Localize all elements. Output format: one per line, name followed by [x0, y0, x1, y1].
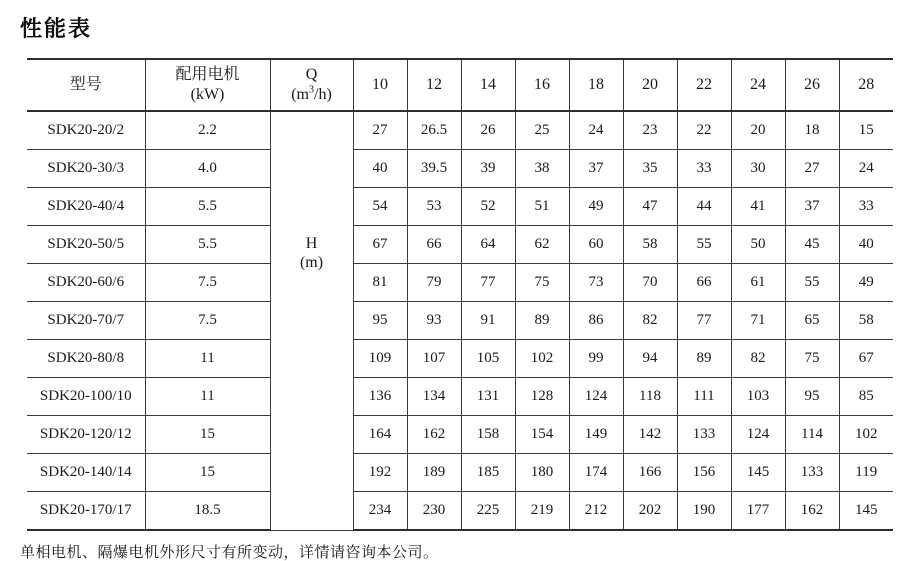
head-value-cell: 38 [515, 150, 569, 188]
page-title: 性能表 [20, 16, 93, 41]
head-value-cell: 24 [839, 150, 893, 188]
head-value-cell: 40 [353, 150, 407, 188]
motor-power-cell: 5.5 [145, 226, 270, 264]
head-value-cell: 37 [569, 150, 623, 188]
head-value-cell: 53 [407, 188, 461, 226]
flow-value-header: 26 [785, 59, 839, 111]
head-value-cell: 95 [785, 378, 839, 416]
head-value-cell: 82 [623, 302, 677, 340]
head-value-cell: 37 [785, 188, 839, 226]
table-row [27, 416, 893, 454]
head-value-cell: 60 [569, 226, 623, 264]
flow-value-header: 18 [569, 59, 623, 111]
head-value-cell: 136 [353, 378, 407, 416]
head-value-cell: 33 [677, 150, 731, 188]
table-row [27, 378, 893, 416]
head-value-cell: 51 [515, 188, 569, 226]
head-value-cell: 89 [677, 340, 731, 378]
head-value-cell: 58 [839, 302, 893, 340]
head-value-cell: 26 [461, 111, 515, 150]
head-value-cell: 55 [677, 226, 731, 264]
head-column-label-cell [270, 111, 353, 530]
head-value-cell: 124 [569, 378, 623, 416]
head-value-cell: 212 [569, 492, 623, 531]
head-value-cell: 174 [569, 454, 623, 492]
head-value-cell: 33 [839, 188, 893, 226]
head-value-cell: 219 [515, 492, 569, 531]
head-label: H (m) [299, 235, 324, 271]
head-value-cell: 66 [407, 226, 461, 264]
head-value-cell: 39 [461, 150, 515, 188]
head-value-cell: 23 [623, 111, 677, 150]
head-value-cell: 70 [623, 264, 677, 302]
flow-value-header: 10 [353, 59, 407, 111]
table-row [27, 264, 893, 302]
head-value-cell: 95 [353, 302, 407, 340]
head-value-cell: 234 [353, 492, 407, 531]
head-value-cell: 40 [839, 226, 893, 264]
head-value-cell: 93 [407, 302, 461, 340]
head-value-cell: 118 [623, 378, 677, 416]
model-cell: SDK20-70/7 [27, 302, 145, 340]
head-value-cell: 77 [677, 302, 731, 340]
head-value-cell: 149 [569, 416, 623, 454]
table-row [27, 188, 893, 226]
head-value-cell: 189 [407, 454, 461, 492]
head-value-cell: 67 [839, 340, 893, 378]
head-value-cell: 154 [515, 416, 569, 454]
flow-value-header: 14 [461, 59, 515, 111]
motor-power-cell: 11 [145, 340, 270, 378]
head-value-cell: 24 [569, 111, 623, 150]
motor-power-cell: 7.5 [145, 264, 270, 302]
head-value-cell: 133 [785, 454, 839, 492]
head-value-cell: 49 [569, 188, 623, 226]
flow-symbol: Q [305, 65, 318, 83]
performance-table [27, 58, 893, 531]
head-value-cell: 89 [515, 302, 569, 340]
head-value-cell: 91 [461, 302, 515, 340]
model-column-header: 型号 [27, 59, 145, 111]
model-cell: SDK20-40/4 [27, 188, 145, 226]
head-value-cell: 52 [461, 188, 515, 226]
head-value-cell: 79 [407, 264, 461, 302]
head-value-cell: 192 [353, 454, 407, 492]
header-row [27, 59, 893, 111]
head-value-cell: 86 [569, 302, 623, 340]
head-value-cell: 45 [785, 226, 839, 264]
head-value-cell: 27 [785, 150, 839, 188]
head-value-cell: 67 [353, 226, 407, 264]
model-cell: SDK20-30/3 [27, 150, 145, 188]
head-value-cell: 66 [677, 264, 731, 302]
head-value-cell: 71 [731, 302, 785, 340]
motor-power-cell: 7.5 [145, 302, 270, 340]
table-row [27, 454, 893, 492]
table-row [27, 226, 893, 264]
head-value-cell: 58 [623, 226, 677, 264]
head-value-cell: 111 [677, 378, 731, 416]
head-value-cell: 103 [731, 378, 785, 416]
head-value-cell: 124 [731, 416, 785, 454]
head-value-cell: 49 [839, 264, 893, 302]
model-cell: SDK20-100/10 [27, 378, 145, 416]
head-value-cell: 166 [623, 454, 677, 492]
head-value-cell: 114 [785, 416, 839, 454]
head-value-cell: 145 [839, 492, 893, 531]
head-value-cell: 180 [515, 454, 569, 492]
head-value-cell: 35 [623, 150, 677, 188]
head-value-cell: 145 [731, 454, 785, 492]
head-value-cell: 77 [461, 264, 515, 302]
flow-value-header: 16 [515, 59, 569, 111]
flow-column-header [270, 59, 353, 111]
head-value-cell: 202 [623, 492, 677, 531]
head-value-cell: 102 [839, 416, 893, 454]
head-value-cell: 82 [731, 340, 785, 378]
motor-power-cell: 15 [145, 454, 270, 492]
motor-power-cell: 18.5 [145, 492, 270, 531]
flow-unit: $(m^3/h)$ [291, 84, 332, 104]
head-value-cell: 119 [839, 454, 893, 492]
footer-note: 单相电机、隔爆电机外形尺寸有所变动，详情请咨询本公司。 [20, 545, 439, 561]
head-value-cell: 131 [461, 378, 515, 416]
head-value-cell: 26.5 [407, 111, 461, 150]
model-cell: SDK20-20/2 [27, 111, 145, 150]
head-value-cell: 164 [353, 416, 407, 454]
head-value-cell: 64 [461, 226, 515, 264]
model-cell: SDK20-80/8 [27, 340, 145, 378]
head-value-cell: 134 [407, 378, 461, 416]
head-value-cell: 185 [461, 454, 515, 492]
table-body [27, 111, 893, 530]
motor-power-cell: 5.5 [145, 188, 270, 226]
flow-value-header: 12 [407, 59, 461, 111]
flow-value-header: 20 [623, 59, 677, 111]
head-value-cell: 30 [731, 150, 785, 188]
flow-value-header: 28 [839, 59, 893, 111]
head-value-cell: 44 [677, 188, 731, 226]
head-value-cell: 15 [839, 111, 893, 150]
head-value-cell: 39.5 [407, 150, 461, 188]
head-value-cell: 41 [731, 188, 785, 226]
head-value-cell: 190 [677, 492, 731, 531]
motor-power-cell: 15 [145, 416, 270, 454]
head-value-cell: 109 [353, 340, 407, 378]
motor-header-line1: 配用电机 [175, 66, 240, 83]
head-value-cell: 133 [677, 416, 731, 454]
head-value-cell: 107 [407, 340, 461, 378]
head-value-cell: 54 [353, 188, 407, 226]
head-value-cell: 156 [677, 454, 731, 492]
model-cell: SDK20-170/17 [27, 492, 145, 531]
table-row [27, 150, 893, 188]
head-value-cell: 162 [407, 416, 461, 454]
head-value-cell: 85 [839, 378, 893, 416]
head-value-cell: 25 [515, 111, 569, 150]
table-row [27, 340, 893, 378]
head-value-cell: 81 [353, 264, 407, 302]
motor-power-cell: 4.0 [145, 150, 270, 188]
head-value-cell: 20 [731, 111, 785, 150]
head-value-cell: 62 [515, 226, 569, 264]
head-value-cell: 105 [461, 340, 515, 378]
head-value-cell: 18 [785, 111, 839, 150]
head-value-cell: 142 [623, 416, 677, 454]
head-value-cell: 47 [623, 188, 677, 226]
table-row [27, 302, 893, 340]
model-cell: SDK20-50/5 [27, 226, 145, 264]
table-row [27, 492, 893, 531]
motor-power-cell: 2.2 [145, 111, 270, 150]
head-value-cell: 225 [461, 492, 515, 531]
table-header [27, 59, 893, 111]
head-value-cell: 22 [677, 111, 731, 150]
model-cell: SDK20-60/6 [27, 264, 145, 302]
head-value-cell: 75 [515, 264, 569, 302]
head-value-cell: 230 [407, 492, 461, 531]
head-value-cell: 27 [353, 111, 407, 150]
head-value-cell: 102 [515, 340, 569, 378]
motor-column-header [145, 59, 270, 111]
head-value-cell: 94 [623, 340, 677, 378]
head-value-cell: 61 [731, 264, 785, 302]
model-cell: SDK20-140/14 [27, 454, 145, 492]
head-value-cell: 55 [785, 264, 839, 302]
motor-header-line2: (kW) [190, 86, 225, 103]
head-value-cell: 99 [569, 340, 623, 378]
head-value-cell: 75 [785, 340, 839, 378]
head-value-cell: 177 [731, 492, 785, 531]
head-value-cell: 158 [461, 416, 515, 454]
head-value-cell: 50 [731, 226, 785, 264]
table-row [27, 111, 893, 150]
head-value-cell: 128 [515, 378, 569, 416]
head-value-cell: 65 [785, 302, 839, 340]
flow-value-header: 24 [731, 59, 785, 111]
head-value-cell: 73 [569, 264, 623, 302]
flow-value-header: 22 [677, 59, 731, 111]
head-value-cell: 162 [785, 492, 839, 531]
motor-power-cell: 11 [145, 378, 270, 416]
model-cell: SDK20-120/12 [27, 416, 145, 454]
